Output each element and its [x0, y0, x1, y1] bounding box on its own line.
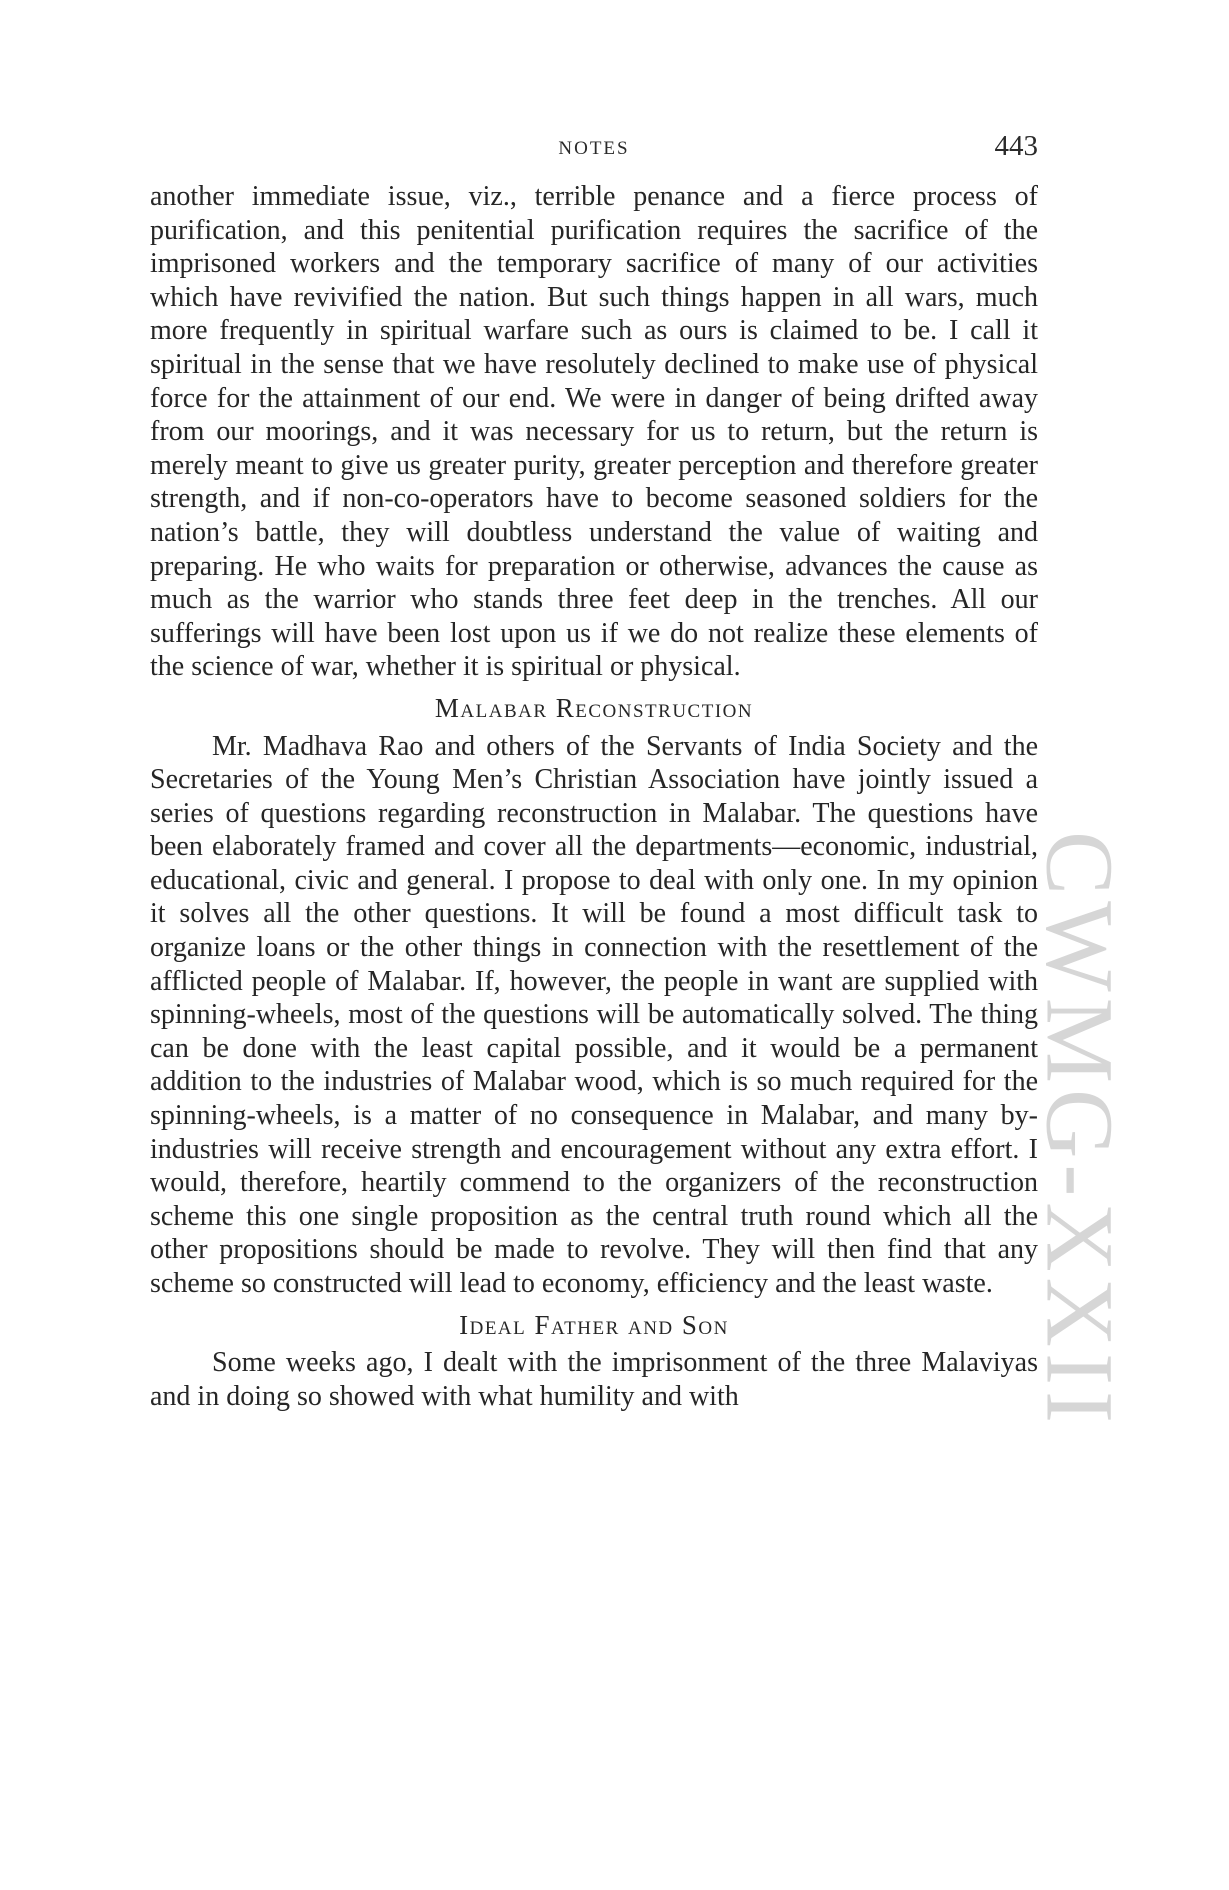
watermark-text: CWMG-XXII	[1026, 831, 1134, 1429]
section-heading-malabar-reconstruction: Malabar Reconstruction	[434, 692, 754, 723]
running-head	[150, 130, 1038, 170]
page-number: 443	[994, 130, 1038, 162]
section-heading-ideal-father-and-son: Ideal Father and Son	[459, 1309, 729, 1340]
page-body	[150, 180, 1038, 1413]
paragraph-ideal-father-and-son: Some weeks ago, I dealt with the imprisonment of the three Malaviyas and in doing so showed with what humility and with	[150, 1347, 1038, 1412]
paragraph-penance: another immediate issue, viz., terrible penance and a fierce process of purification, and this penitential purification requires the sacrifice of the imprisoned workers and the temporary sacrifice of many of our activities which have revivified the nation. But such things happen in all wars, much more frequently in spiritual warfare such as ours is claimed to be. I call it spiritual in the sense that we have resolutely declined to make use of physical force for the attainment of our end. We were in danger of being drifted away from our moorings, and it was necessary for us to return, but the return is merely meant to give us greater purity, greater perception and therefore greater strength, and if non-co-operators have to become seasoned soldiers for the nation’s battle, they will doubtless understand the value of waiting and preparing. He who waits for preparation or otherwise, advances the cause as much as the warrior who stands three feet deep in the trenches. All our sufferings will have been lost upon us if we do not realize these elements of the science of war, whether it is spiritual or physical.	[150, 181, 1038, 683]
paragraph-malabar-reconstruction: Mr. Madhava Rao and others of the Servants of India Society and the Secretaries of the Young Men’s Christian Association have jointly issued a series of questions regarding reconstruction in Malabar. The questions have been elaborately framed and cover all the departments—economic, industrial, educational, civic and general. I propose to deal with only one. In my opinion it solves all the other questions. It will be found a most difficult task to organize loans or the other things in connection with the resettlement of the afflicted people of Malabar. If, however, the people in want are supplied with spinning-wheels, most of the questions will be automatically solved. The thing can be done with the least capital possible, and it would be a permanent addition to the industries of Malabar wood, which is so much required for the spinning-wheels, is a matter of no consequence in Malabar, and many by-industries will receive strength and encouragement without any extra effort. I would, therefore, heartily commend to the organizers of the reconstruction scheme this one single proposition as the central truth round which all the other propositions should be made to revolve. They will then find that any scheme so constructed will lead to economy, efficiency and the least waste.	[150, 730, 1038, 1299]
running-title: NOTES	[558, 138, 630, 159]
